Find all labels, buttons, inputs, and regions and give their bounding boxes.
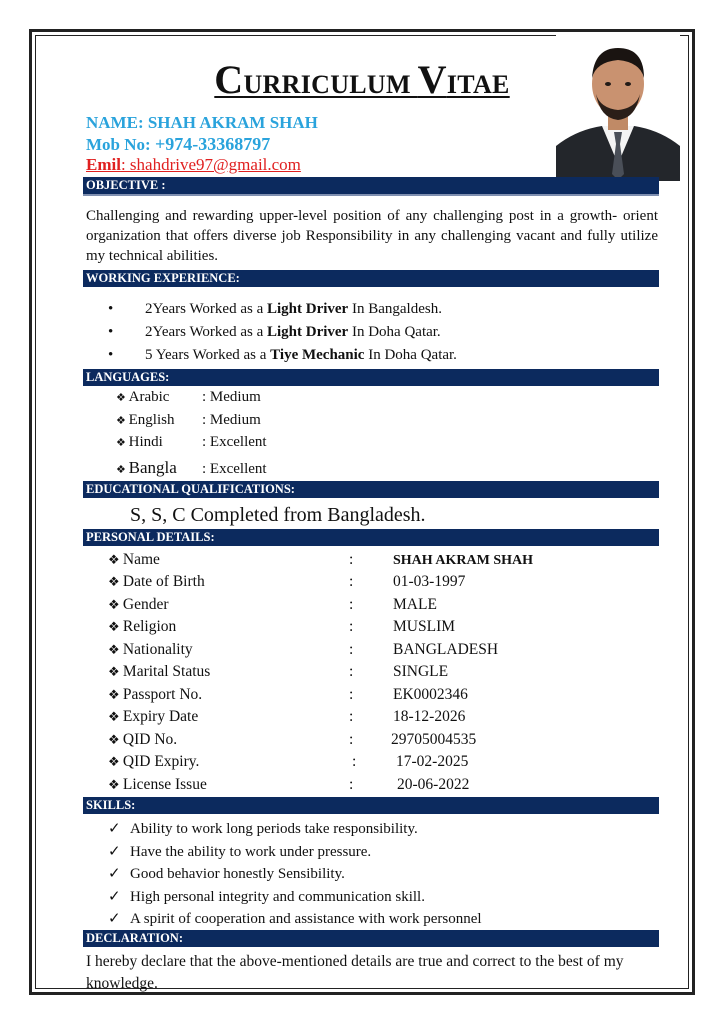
education-text: S, S, C Completed from Bangladesh. <box>130 504 426 526</box>
language-item: ❖ English : Medium <box>116 412 261 428</box>
objective-text: Challenging and rewarding upper-level position of any challenging post in a growth- orient organization that offers diverse job Responsibility in any challenging vacant and fully utilize my technical abilities. <box>86 208 658 264</box>
contact-email[interactable]: Emil: shahdrive97@gmail.com <box>86 155 301 174</box>
experience-item: • 2Years Worked as a Light Driver In Bangaldesh. <box>108 301 442 317</box>
language-item: ❖ Arabic : Medium <box>116 389 261 405</box>
experience-item: • 2Years Worked as a Light Driver In Doha Qatar. <box>108 324 441 340</box>
skill-item: ✓ Have the ability to work under pressure. <box>108 844 372 860</box>
skill-item: ✓ Good behavior honestly Sensibility. <box>108 866 345 882</box>
mobile-number: +974-33368797 <box>154 134 271 154</box>
experience-item: • 5 Years Worked as a Tiye Mechanic In Doha Qatar. <box>108 347 457 363</box>
section-heading-personal: PERSONAL DETAILS: <box>83 529 659 546</box>
profile-photo <box>556 34 680 181</box>
section-heading-objective: OBJECTIVE : <box>83 177 659 194</box>
contact-name: NAME: SHAH AKRAM SHAH <box>86 113 318 132</box>
skill-item: ✓ Ability to work long periods take responsibility. <box>108 821 418 837</box>
section-heading-skills: SKILLS: <box>83 797 659 814</box>
email-link[interactable]: : shahdrive97@gmail.com <box>120 155 301 174</box>
page-title: CURRICULUM VITAE <box>214 57 510 102</box>
language-item: ❖ Bangla : Excellent <box>116 458 267 477</box>
section-heading-declaration: DECLARATION: <box>83 930 659 947</box>
skill-item: ✓ High personal integrity and communication skill. <box>108 889 425 905</box>
section-heading-experience: WORKING EXPERIENCE: <box>83 270 659 287</box>
contact-mobile: Mob No: +974-33368797 <box>86 134 271 154</box>
language-item: ❖ Hindi : Excellent <box>116 434 267 450</box>
declaration-text: I hereby declare that the above-mentioned details are true and correct to the best of my knowledge. <box>86 953 624 992</box>
section-heading-languages: LANGUAGES: <box>83 369 659 386</box>
skill-item: ✓ A spirit of cooperation and assistance with work personnel <box>108 911 482 927</box>
section-heading-education: EDUCATIONAL QUALIFICATIONS: <box>83 481 659 498</box>
